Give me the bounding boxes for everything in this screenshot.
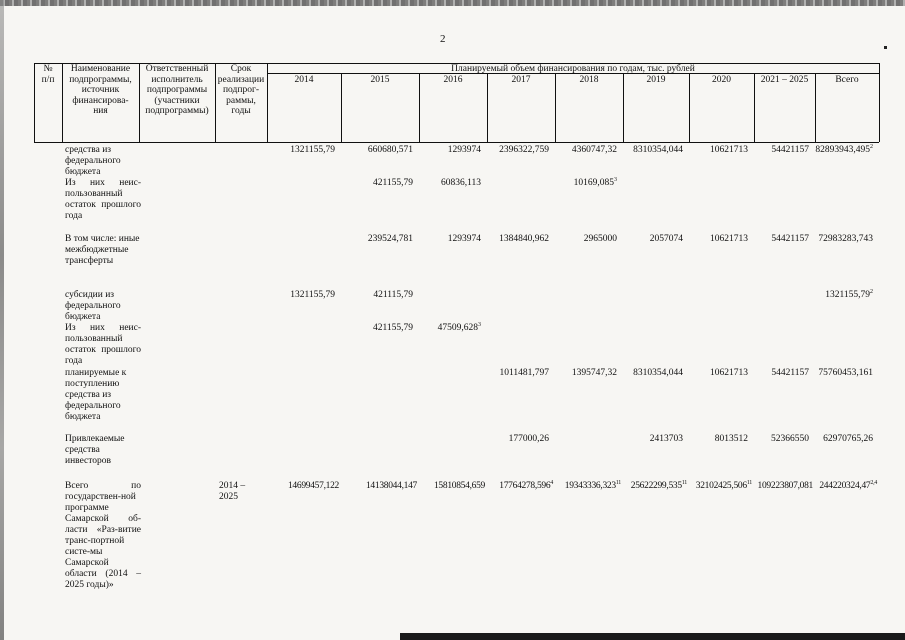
- value-text: 1011481,797: [499, 368, 549, 378]
- value-text: 660680,571: [367, 145, 413, 155]
- row-label: Из них неис-пользованный остаток прошлого года: [65, 323, 141, 366]
- footnote-mark: 11: [615, 479, 621, 486]
- value-cell: [623, 434, 683, 445]
- value-cell: [267, 481, 339, 492]
- value-text: 15810854,659: [433, 481, 485, 491]
- value-text: 177000,26: [508, 434, 549, 444]
- value-cell: [623, 481, 687, 492]
- value-cell: [555, 234, 617, 245]
- header-year: 2018: [579, 75, 599, 85]
- value-cell: [754, 481, 813, 492]
- grid-hline-header-bottom: [34, 142, 879, 143]
- value-cell: [815, 368, 873, 379]
- value-cell: [815, 481, 877, 492]
- header-responsible: Ответственный исполнитель подпрограммы (участники подпрограммы): [145, 64, 209, 116]
- value-cell: [689, 434, 748, 445]
- footnote-mark: 2: [870, 143, 873, 150]
- footnote-mark: 11: [746, 479, 752, 486]
- value-cell: [754, 368, 809, 379]
- value-cell: [419, 234, 481, 245]
- value-cell: [689, 234, 748, 245]
- value-cell: [341, 481, 417, 492]
- header-year: 2020: [712, 75, 731, 85]
- row-label: субсидии из федерального бюджета: [65, 290, 121, 322]
- value-cell: [267, 145, 335, 156]
- value-text: 421115,79: [373, 290, 413, 300]
- header-num: № п/п: [41, 64, 55, 85]
- header-planned: Планируемый объем финансирования по годам, тыс. рублей: [451, 64, 695, 74]
- footnote-mark: 11: [681, 479, 687, 486]
- value-text: 2396322,759: [499, 145, 549, 155]
- header-year: 2015: [370, 75, 390, 85]
- value-text: 2965000: [583, 234, 617, 244]
- grid-vline-5: [879, 63, 880, 142]
- value-cell: [419, 323, 481, 334]
- value-cell: [689, 145, 748, 156]
- value-cell: [419, 481, 485, 492]
- value-cell: [419, 145, 481, 156]
- page-number: 2: [440, 33, 446, 45]
- value-cell: [487, 434, 549, 445]
- value-text: 54421157: [771, 234, 809, 244]
- value-cell: [341, 145, 413, 156]
- header-year: 2014: [294, 75, 314, 85]
- header-year: 2019: [646, 75, 666, 85]
- scan-artifact-top: [0, 0, 905, 6]
- value-text: 54421157: [771, 368, 809, 378]
- value-text: 1384840,962: [499, 234, 549, 244]
- row-label: Всего по государствен-ной программе Самарской об-ласти «Раз-витие транс-портной систе-мы Самарской области (2014 – 2025 годы)»: [65, 481, 141, 590]
- value-cell: [487, 481, 553, 492]
- footnote-mark: 3: [478, 321, 481, 328]
- value-cell: [815, 434, 873, 445]
- row-label: Привлекаемые средства инвесторов: [65, 434, 125, 466]
- value-cell: [267, 290, 335, 301]
- value-cell: [754, 234, 809, 245]
- value-text: 10169,085: [573, 178, 614, 188]
- row-label: средства из федерального бюджета: [65, 145, 121, 177]
- value-cell: [341, 323, 413, 334]
- header-name: Наименование подпрограммы, источник финансирова- ния: [69, 64, 132, 116]
- row-label: Из них неис-пользованный остаток прошлого года: [65, 178, 141, 221]
- value-cell: [555, 145, 617, 156]
- value-text: 32102425,506: [695, 481, 747, 491]
- value-cell: [341, 290, 413, 301]
- header-year: 2017: [511, 75, 531, 85]
- value-text: 14138044,147: [365, 481, 417, 491]
- header-year: Всего: [835, 75, 859, 85]
- value-text: 421155,79: [372, 323, 413, 333]
- value-cell: [689, 368, 748, 379]
- value-text: 1321155,79: [825, 290, 870, 300]
- value-text: 17764278,596: [499, 481, 551, 491]
- value-cell: [815, 234, 873, 245]
- value-cell: [623, 234, 683, 245]
- value-text: 2413703: [649, 434, 683, 444]
- header-term: Срок реализации подпрог- раммы, годы: [217, 64, 265, 116]
- value-text: 10621713: [710, 368, 748, 378]
- scan-artifact-bottom: [400, 633, 905, 640]
- value-cell: [341, 234, 413, 245]
- scan-artifact-left: [0, 0, 4, 640]
- value-text: 10621713: [710, 145, 748, 155]
- value-text: 19343336,323: [564, 481, 616, 491]
- value-text: 244220324,47: [819, 481, 871, 491]
- header-year: 2016: [443, 75, 463, 85]
- value-text: 1395747,32: [571, 368, 617, 378]
- value-text: 75760453,161: [818, 368, 873, 378]
- value-text: 4360747,32: [571, 145, 617, 155]
- value-text: 52366550: [771, 434, 809, 444]
- value-text: 1293974: [447, 145, 481, 155]
- value-cell: [623, 145, 683, 156]
- value-cell: [555, 178, 617, 189]
- value-cell: [555, 368, 617, 379]
- value-text: 72983283,743: [818, 234, 873, 244]
- value-cell: [815, 290, 873, 301]
- value-cell: [754, 434, 809, 445]
- value-text: 25622299,535: [630, 481, 682, 491]
- value-text: 14699457,122: [287, 481, 339, 491]
- value-cell: [419, 178, 481, 189]
- value-cell: [487, 234, 549, 245]
- value-cell: [623, 368, 683, 379]
- value-text: 1321155,79: [290, 290, 335, 300]
- footnote-mark: 3: [614, 176, 617, 183]
- value-text: 421155,79: [372, 178, 413, 188]
- value-text: 2057074: [649, 234, 683, 244]
- value-text: 8013512: [714, 434, 748, 444]
- value-text: 82893943,495: [815, 145, 870, 155]
- value-text: 60836,113: [440, 178, 481, 188]
- row-term: 2014 – 2025: [219, 481, 246, 502]
- value-text: 109223807,081: [757, 481, 813, 491]
- value-cell: [341, 178, 413, 189]
- value-text: 239524,781: [367, 234, 413, 244]
- footnote-mark: 2,4: [870, 479, 877, 486]
- scan-artifact-dot: [884, 46, 887, 49]
- value-text: 8310354,044: [633, 368, 683, 378]
- value-cell: [754, 145, 809, 156]
- value-cell: [487, 145, 549, 156]
- header-year: 2021 – 2025: [760, 75, 809, 85]
- value-text: 47509,628: [437, 323, 478, 333]
- value-text: 1293974: [447, 234, 481, 244]
- value-cell: [689, 481, 752, 492]
- value-text: 62970765,26: [823, 434, 873, 444]
- value-text: 8310354,044: [633, 145, 683, 155]
- row-label: планируемые к поступлению средства из федерального бюджета: [65, 368, 127, 422]
- footnote-mark: 2: [870, 288, 873, 295]
- value-text: 1321155,79: [290, 145, 335, 155]
- value-cell: [487, 368, 549, 379]
- row-label: В том числе: иные межбюджетные трансферты: [65, 234, 140, 266]
- value-text: 54421157: [771, 145, 809, 155]
- value-cell: [815, 145, 873, 156]
- value-cell: [555, 481, 621, 492]
- value-text: 10621713: [710, 234, 748, 244]
- footnote-mark: 4: [550, 479, 553, 486]
